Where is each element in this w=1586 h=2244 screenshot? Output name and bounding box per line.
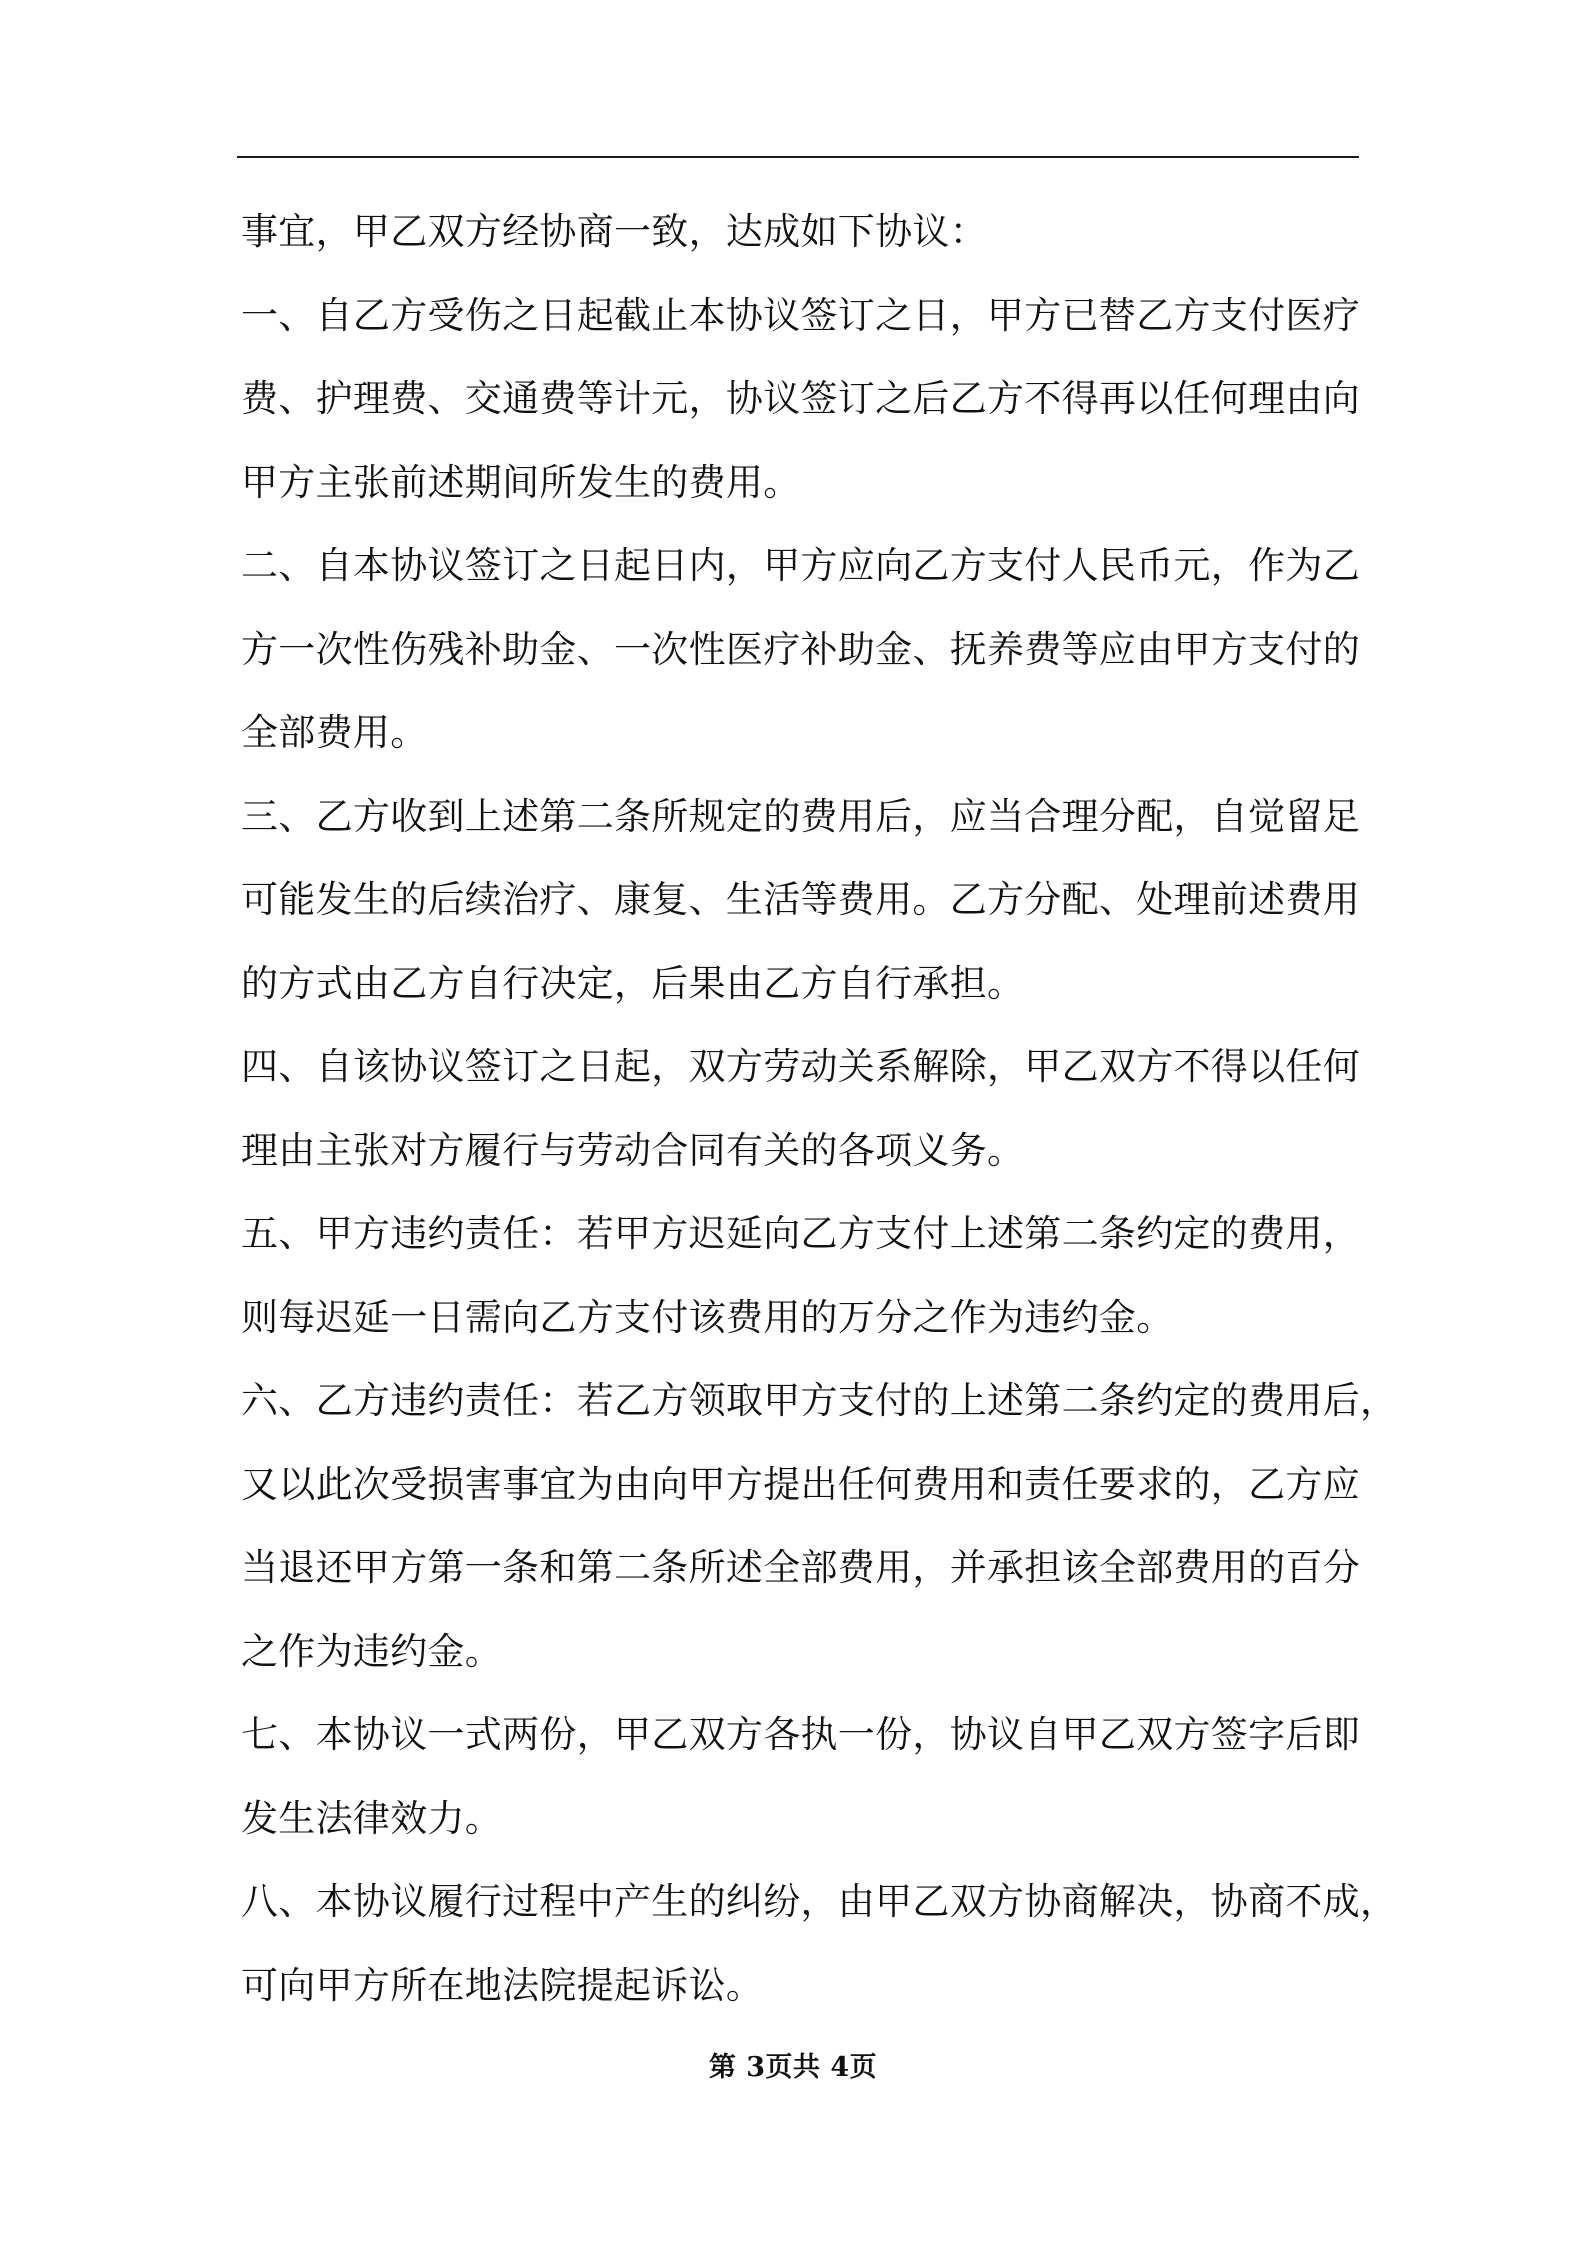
agreement-body [241,190,1398,2027]
paragraph-line: 可向甲方所在地法院提起诉讼。 [241,1963,764,2007]
paragraph-line: 五、甲方违约责任：若甲方迟延向乙方支付上述第二条约定的费用， [241,1212,1360,1255]
paragraph-line: 的方式由乙方自行决定，后果由乙方自行承担。 [241,961,1025,1005]
paragraph-line: 又以此次受损害事宜为由向甲方提出任何费用和责任要求的，乙方应 [241,1462,1360,1506]
paragraph-line: 全部费用。 [241,711,428,754]
paragraph-line: 二、自本协议签订之日起日内，甲方应向乙方支付人民币元，作为乙 [241,544,1360,587]
paragraph-line: 事宜，甲乙双方经协商一致，达成如下协议： [241,210,987,253]
paragraph-line: 费、护理费、交通费等计元，协议签订之后乙方不得再以任何理由向 [241,377,1360,420]
header-rule [237,156,1359,158]
paragraph-line: 七、本协议一式两份，甲乙双方各执一份，协议自甲乙双方签字后即 [241,1713,1360,1756]
paragraph-line: 六、乙方违约责任：若乙方领取甲方支付的上述第二条约定的费用后， [241,1379,1398,1422]
paragraph-line: 理由主张对方履行与劳动合同有关的各项义务。 [241,1128,1025,1172]
paragraph-line: 当退还甲方第一条和第二条所述全部费用，并承担该全部费用的百分 [241,1546,1360,1589]
paragraph-line: 之作为违约金。 [241,1629,503,1673]
paragraph-line: 甲方主张前述期间所发生的费用。 [241,460,801,504]
paragraph-line: 发生法律效力。 [241,1796,503,1840]
paragraph-line: 四、自该协议签订之日起，双方劳动关系解除，甲乙双方不得以任何 [241,1045,1360,1088]
paragraph-line: 则每迟延一日需向乙方支付该费用的万分之作为违约金。 [241,1295,1174,1339]
paragraph-line: 方一次性伤残补助金、一次性医疗补助金、抚养费等应由甲方支付的 [241,627,1360,671]
paragraph-line: 八、本协议履行过程中产生的纠纷，由甲乙双方协商解决，协商不成， [241,1880,1398,1923]
paragraph-line: 可能发生的后续治疗、康复、生活等费用。乙方分配、处理前述费用 [241,878,1360,921]
paragraph-line: 三、乙方收到上述第二条所规定的费用后，应当合理分配，自觉留足 [241,794,1360,838]
page-footer: 第 3页共 4页 [708,2052,878,2083]
paragraph-line: 一、自乙方受伤之日起截止本协议签订之日，甲方已替乙方支付医疗 [241,293,1360,337]
